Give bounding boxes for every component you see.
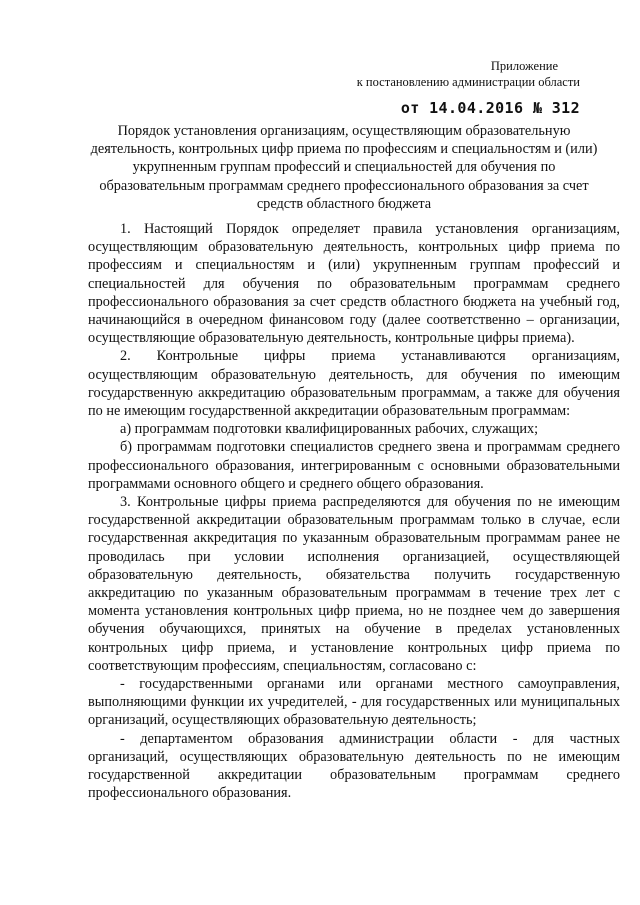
dash-item-1: - государственными органами или органами местного самоуправления, выполняющими функции их учредителей, - для государственных или муниципальных организаций, осуществляющих образовательную деятельность; <box>88 676 620 729</box>
list-item-a: а) программам подготовки квалифицированных рабочих, служащих; <box>120 421 539 438</box>
title-line: укрупненным группам профессий и специальностей для обучения по <box>132 159 556 176</box>
appendix-label: Приложение <box>490 59 558 73</box>
document-title <box>88 122 600 213</box>
title-line: Порядок установления организациям, осуществляющим образовательную <box>117 123 571 139</box>
title-line: образовательным программам среднего профессионального образования за счет <box>99 177 589 194</box>
list-item-b: б) программам подготовки специалистов среднего звена и программам среднего профессионального образования, интегрированным с основными образовательными программами основного общего и среднего общего образования. <box>88 439 620 492</box>
dash-item-2: - департаментом образования администрации области - для частных организаций, осуществляющих образовательную деятельность по не имеющим государственной аккредитации образовательным программам среднего профессионального образования. <box>88 730 620 802</box>
resolution-reference: к постановлению администрации области <box>356 75 580 89</box>
title-line: деятельность, контрольных цифр приема по профессиям и специальностям и (или) <box>90 141 598 158</box>
title-line: средств областного бюджета <box>256 195 432 212</box>
paragraph-3: 3. Контрольные цифры приема распределяются для обучения по не имеющим государственной аккредитации образовательным программам только в случае, если государственная аккредитация по указанным образовательным программам ранее не проводилась при условии исполнения организацией, осуществляющей образовательную деятельность, обязательства получить государственную аккредитацию по указанным образовательным программам в течение трех лет с момента установления контрольных цифр приема, но не позднее чем до завершения обучения обучающихся, принятых на обучение в пределах установленных контрольных цифр приема, и установление контрольных цифр приема по соответствующим профессиям, специальностям, согласовано с: <box>88 494 620 674</box>
order-date-number: от 14.04.2016 № 312 <box>400 99 580 117</box>
appendix-header <box>340 58 580 117</box>
document-body <box>88 220 620 803</box>
paragraph-2: 2. Контрольные цифры приема устанавливаются организациям, осуществляющим образовательную деятельность, для обучения по имеющим государственную аккредитацию образовательным программам, а также для обучения по не имеющим государственной аккредитации образовательным программам: <box>88 348 620 420</box>
paragraph-1: 1. Настоящий Порядок определяет правила установления организациям, осуществляющим образовательную деятельность, контрольных цифр приема по профессиям и специальностям и (или) укрупненным группам профессий и специальностей для обучения по образовательным программам среднего профессионального образования за счет средств областного бюджета на учебный год, начинающийся в очередном финансовом году (далее соответственно – организации, осуществляющие образовательную деятельность, контрольные цифры приема). <box>88 221 620 347</box>
